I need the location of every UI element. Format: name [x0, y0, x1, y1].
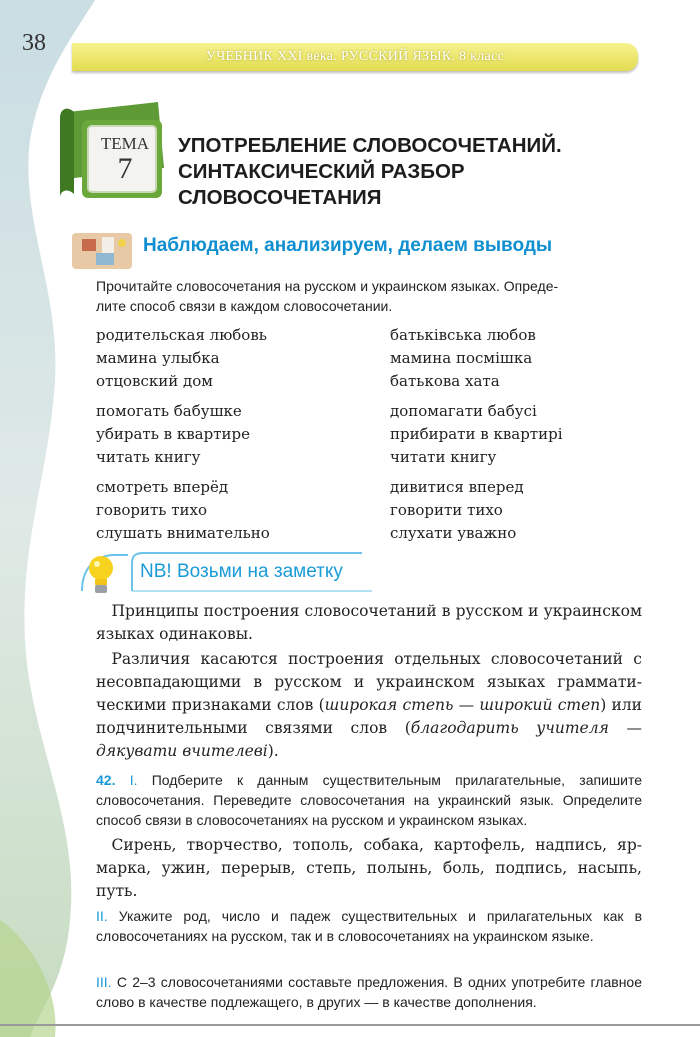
exercise-text: Укажите род, число и падеж существительных и прилагательных как в словосочетаниях на русском, так и в словосочетаниях на украинском языке.	[96, 908, 643, 944]
exercise-part-2	[96, 906, 642, 946]
instruction-line: Прочитайте словосочетания на русском и украинском языках. Опреде-	[96, 278, 559, 294]
phrase-group	[390, 400, 563, 469]
phrase-group	[96, 400, 270, 469]
note-text: ) или подчинительными связями слов (	[96, 696, 642, 737]
running-header: УЧЕБНИК XXI века. РУССКИЙ ЯЗЫК. 8 класс	[72, 43, 638, 71]
exercise-words	[96, 834, 642, 903]
exercise-text: Подберите к данным существительным прилагательные, запишите словосочетания. Переведите словосочетания на украинский язык. Определите способ связи в словосочетаниях на русском и украинском языках.	[96, 772, 643, 828]
exercise-part-mark: III.	[96, 974, 112, 990]
note-example: широкая степь — широкий степ	[324, 696, 601, 714]
note-text: ).	[267, 742, 279, 760]
section-heading: Наблюдаем, анализируем, делаем выводы	[143, 235, 553, 256]
observe-analyze-icon	[72, 231, 132, 271]
phrase: помогать бабушке	[96, 402, 242, 420]
note-example: благодарить учителя — дякувати вчителеві	[96, 719, 642, 760]
phrase: отцовский дом	[96, 372, 213, 390]
instruction-line: лите способ связи в каждом словосочетании.	[96, 298, 393, 314]
note-paragraph-1	[96, 600, 642, 646]
topic-title	[178, 133, 658, 211]
page-number: 38	[22, 30, 46, 56]
phrase: прибирати в квартирі	[390, 425, 563, 443]
phrase: читати книгу	[390, 448, 497, 466]
exercise-part-3	[96, 972, 642, 1012]
phrase-group	[390, 476, 563, 545]
topic-title-line: СИНТАКСИЧЕСКИЙ РАЗБОР	[178, 160, 465, 183]
topic-label: ТЕМА	[100, 134, 150, 153]
phrase: батькова хата	[390, 372, 500, 390]
topic-title-line: СЛОВОСОЧЕТАНИЯ	[178, 186, 382, 209]
lightbulb-icon	[86, 553, 116, 597]
note-paragraph-2	[96, 648, 642, 763]
phrase: мамина улыбка	[96, 349, 220, 367]
phrase: смотреть вперёд	[96, 478, 229, 496]
exercise-word-list: Сирень, творчество, тополь, собака, картофель, надпись, ярмарка, ужин, перерыв, степь, полынь, боль, подпись, насыпь, путь.	[96, 836, 642, 900]
topic-number: 7	[117, 152, 133, 185]
russian-phrases-column	[96, 324, 270, 552]
topic-title-line: УПОТРЕБЛЕНИЕ СЛОВОСОЧЕТАНИЙ.	[178, 134, 562, 157]
instruction-text	[96, 276, 646, 316]
phrase: родительская любовь	[96, 326, 267, 344]
note-text: Различия касаются построения отдельных словосочетаний с несовпадающими в русском и украинском языках грамматическими признаками слов (	[96, 650, 642, 714]
phrase: допомагати бабусі	[390, 402, 537, 420]
phrase-group	[96, 324, 270, 393]
phrase: читать книгу	[96, 448, 201, 466]
phrase: мамина посмішка	[390, 349, 533, 367]
exercise-number: 42.	[96, 772, 116, 788]
phrase: слушать внимательно	[96, 524, 270, 542]
phrase-group	[390, 324, 563, 393]
phrase: говорить тихо	[96, 501, 207, 519]
ukrainian-phrases-column	[390, 324, 563, 552]
phrase-group	[96, 476, 270, 545]
phrase: убирать в квартире	[96, 425, 250, 443]
phrase: слухати уважно	[390, 524, 517, 542]
note-title: NB! Возьми на заметку	[140, 561, 343, 582]
exercise-part-1	[96, 770, 642, 830]
exercise-part-mark: II.	[96, 908, 108, 924]
exercise-text: С 2–3 словосочетаниями составьте предложения. В одних употребите главное слово в качестве подлежащего, в других — в качестве дополнения.	[96, 974, 642, 1010]
page-bottom-divider	[0, 1024, 700, 1026]
exercise-part-mark: I.	[129, 772, 138, 788]
phrase: батьківська любов	[390, 326, 536, 344]
phrase: говорити тихо	[390, 501, 503, 519]
note-text: Принципы построения словосочетаний в русском и украинском языках одинаковы.	[96, 602, 642, 643]
phrase: дивитися вперед	[390, 478, 524, 496]
